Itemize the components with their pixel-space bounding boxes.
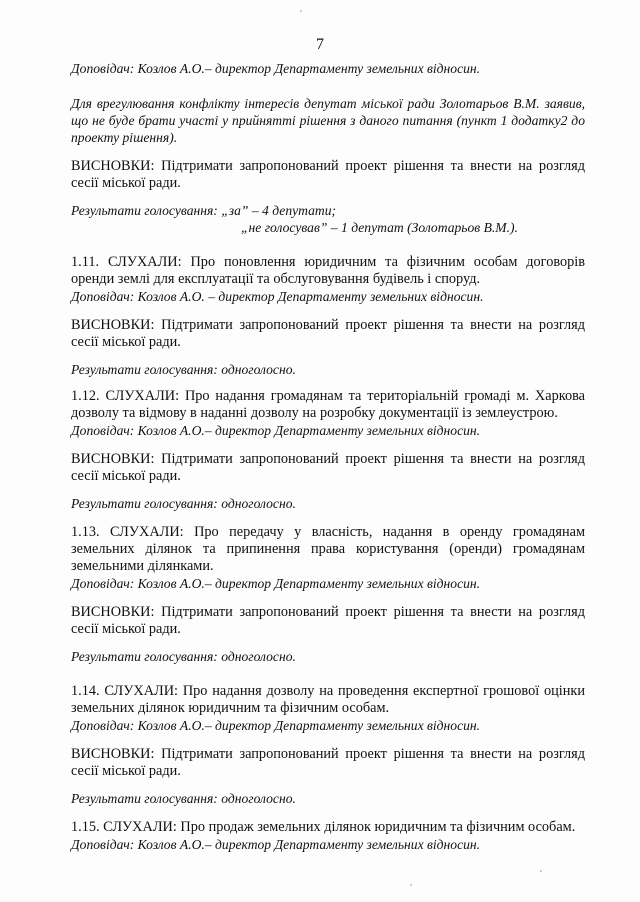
intro-speaker: Доповідач: Козлов А.О.– директор Департаменту земельних відносин. (71, 61, 481, 76)
intro-conclusion: ВИСНОВКИ: Підтримати запропонований проект рішення та внести на розгляд сесії міської ради. (71, 158, 585, 191)
scan-speck (300, 10, 302, 12)
item-text: Про поновлення юридичним та фізичним особам договорів оренди землі для експлуатації та обслуговування будівель і споруд. (71, 254, 586, 287)
heard-label: СЛУХАЛИ: (110, 524, 184, 540)
item-1-11-conclusion: ВИСНОВКИ: Підтримати запропонований проект рішення та внести на розгляд сесії міської ради. (71, 317, 585, 350)
item-1-12-heard (71, 388, 585, 422)
item-1-11-speaker: Доповідач: Козлов А.О. – директор Департаменту земельних відносин. (71, 289, 484, 304)
item-number: 1.12. (71, 388, 100, 404)
item-number: 1.14. (71, 683, 100, 699)
intro-vote-line1: Результати голосування: „за” – 4 депутати; (71, 203, 337, 218)
item-1-13-heard (71, 524, 585, 575)
item-1-13-speaker: Доповідач: Козлов А.О.– директор Департаменту земельних відносин. (71, 576, 481, 591)
item-1-11-vote: Результати голосування: одноголосно. (71, 362, 296, 377)
item-1-15-heard (71, 819, 585, 836)
scan-speck (540, 870, 542, 872)
item-number: 1.11. (71, 254, 100, 270)
item-1-14-vote: Результати голосування: одноголосно. (71, 791, 296, 806)
page-content (71, 60, 585, 853)
item-1-14-heard (71, 683, 585, 717)
item-text: Про передачу у власність, надання в оренду громадянам земельних ділянок та припинення права користування (оренди) громадянам земельними ділянками. (71, 524, 586, 574)
item-1-13-conclusion: ВИСНОВКИ: Підтримати запропонований проект рішення та внести на розгляд сесії міської ради. (71, 604, 585, 637)
item-number: 1.15. (71, 819, 100, 835)
heard-label: СЛУХАЛИ: (105, 388, 180, 404)
heard-label: СЛУХАЛИ: (103, 819, 177, 835)
item-1-15-speaker: Доповідач: Козлов А.О.– директор Департаменту земельних відносин. (71, 837, 481, 852)
item-1-14-speaker: Доповідач: Козлов А.О.– директор Департаменту земельних відносин. (71, 718, 481, 733)
item-1-11-heard (71, 254, 585, 288)
item-1-12-conclusion: ВИСНОВКИ: Підтримати запропонований проект рішення та внести на розгляд сесії міської ради. (71, 451, 585, 484)
item-text: Про надання дозволу на проведення експертної грошової оцінки земельних ділянок юридичним та фізичним особам. (71, 683, 585, 716)
item-1-14-conclusion: ВИСНОВКИ: Підтримати запропонований проект рішення та внести на розгляд сесії міської ради. (71, 746, 585, 779)
page-number: 7 (316, 36, 324, 53)
heard-label: СЛУХАЛИ: (104, 683, 179, 699)
item-1-12-vote: Результати голосування: одноголосно. (71, 496, 296, 511)
heard-label: СЛУХАЛИ: (107, 254, 182, 270)
scan-speck (410, 884, 412, 886)
item-text: Про надання громадянам та територіальній громаді м. Харкова дозволу та відмову в наданні дозволу на розробку документації із землеустрою. (71, 388, 586, 421)
intro-vote-line2: „не голосував” – 1 депутат (Золотарьов В.М.). (241, 220, 518, 235)
item-number: 1.13. (71, 524, 100, 540)
item-1-13-vote: Результати голосування: одноголосно. (71, 649, 296, 664)
item-text: Про продаж земельних ділянок юридичним та фізичним особам. (180, 819, 576, 835)
conflict-note: Для врегулювання конфлікту інтересів депутат міської ради Золотарьов В.М. заявив, що не буде брати участі у прийнятті рішення з даного питання (пункт 1 додатку2 до проекту рішення). (71, 96, 585, 145)
item-1-12-speaker: Доповідач: Козлов А.О.– директор Департаменту земельних відносин. (71, 423, 481, 438)
